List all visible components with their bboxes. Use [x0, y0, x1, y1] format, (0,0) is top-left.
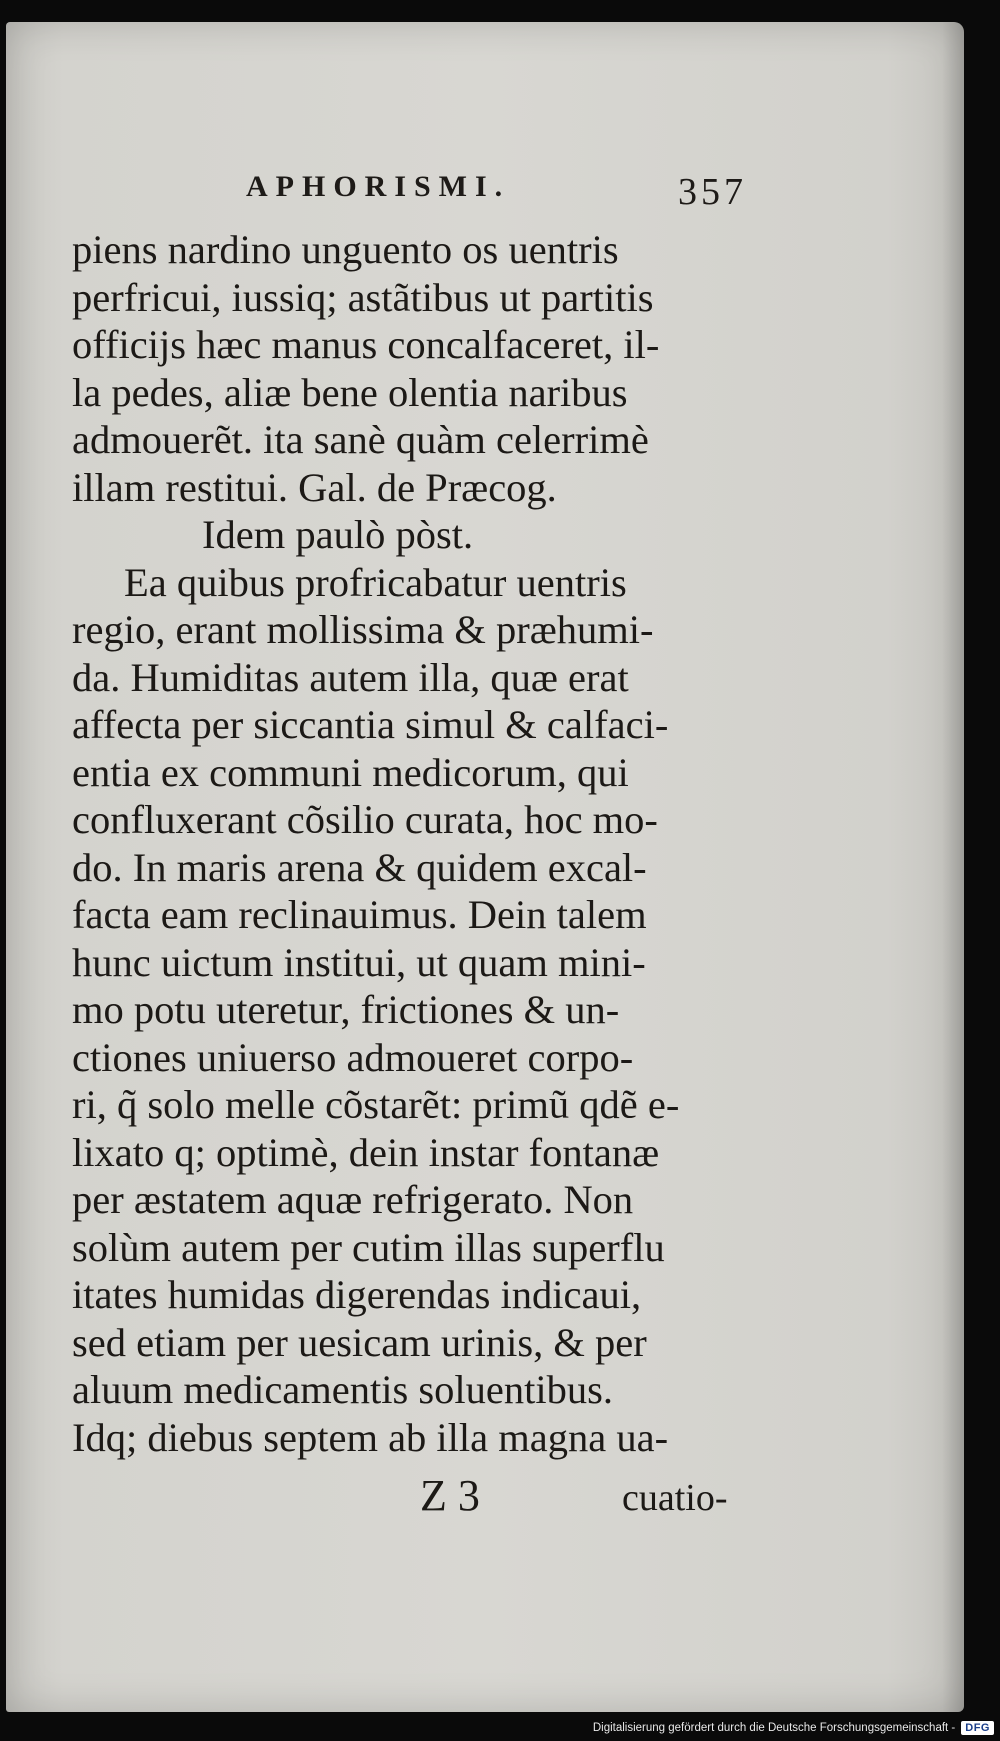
text-line: da. Humiditas autem illa, quæ erat [72, 654, 629, 700]
text-line: aluum medicamentis soluentibus. [72, 1367, 614, 1412]
text-line: officijs hæc manus concalfaceret, il- [72, 322, 660, 367]
text-line: Ea quibus profricabatur uentris [124, 559, 627, 605]
text-line: do. In maris arena & quidem excal- [72, 844, 647, 890]
text-line: sed etiam per uesicam urinis, & per [72, 1319, 647, 1365]
text-line: solùm autem per cutim illas superflu [72, 1224, 665, 1270]
text-line: affecta per siccantia simul & calfaci- [72, 702, 669, 747]
page-footer [6, 1470, 964, 1520]
text-line: facta eam reclinauimus. Dein talem [72, 892, 647, 937]
dfg-logo: DFG [961, 1721, 994, 1735]
credit-text: Digitalisierung gefördert durch die Deutsche Forschungsgemeinschaft - [592, 1722, 956, 1734]
text-line: Idq; diebus septem ab illa magna ua- [72, 1414, 669, 1460]
section-heading: Idem paulò pòst. [202, 512, 474, 557]
page-number: 357 [678, 171, 747, 213]
text-line: itates humidas digerendas indicaui, [72, 1272, 642, 1317]
text-line: perfricui, iussiq; astãtibus ut partitis [72, 274, 654, 320]
text-line: hunc uictum institui, ut quam mini- [72, 939, 646, 985]
text-line: piens nardino unguento os uentris [72, 227, 619, 272]
text-line: admouerẽt. ita sanè quàm celerrimè [72, 417, 649, 462]
text-line: ctiones uniuerso admoueret corpo- [72, 1034, 634, 1080]
text-line: per æstatem aquæ refrigerato. Non [72, 1177, 634, 1222]
text-line: confluxerant cõsilio curata, hoc mo- [72, 797, 658, 842]
digitization-credit [593, 1717, 994, 1739]
catchword: cuatio- [622, 1477, 728, 1519]
running-title: APHORISMI. [246, 170, 511, 203]
signature-mark: Z 3 [420, 1471, 480, 1520]
text-line: la pedes, aliæ bene olentia naribus [72, 369, 628, 415]
text-line: ri, q̃ solo melle cõstarẽt: primũ qdẽ e- [72, 1082, 680, 1127]
text-line: regio, erant mollissima & præhumi- [72, 607, 654, 652]
text-line: mo potu uteretur, frictiones & un- [72, 987, 620, 1032]
text-line: entia ex communi medicorum, qui [72, 749, 629, 795]
body-text [72, 226, 772, 1461]
text-line: lixato q; optimè, dein instar fontanæ [72, 1129, 660, 1175]
book-page [6, 22, 964, 1712]
text-line: illam restitui. Gal. de Præcog. [72, 464, 557, 510]
